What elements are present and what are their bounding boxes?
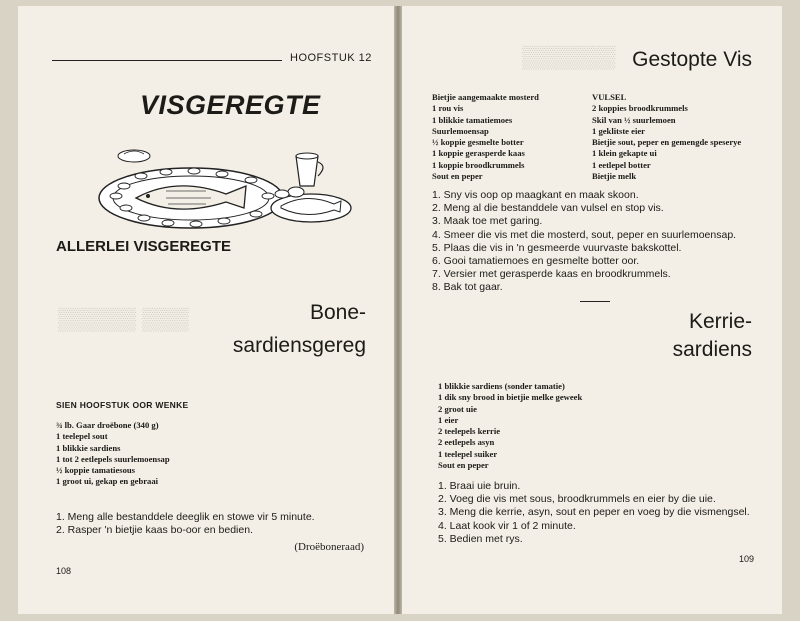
- method-step: 3. Meng die kerrie, asyn, sout en peper en voeg by die vismengsel.: [438, 506, 750, 519]
- left-page: [18, 6, 394, 614]
- ingredient-item: 1 blikkie sardiens: [56, 442, 121, 453]
- ingredient-item: ¾ lb. Gaar droëbone (340 g): [56, 420, 159, 430]
- method-step: 1. Meng alle bestanddele deeglik en stowe vir 5 minute.: [56, 511, 315, 523]
- ingredient-item: 2 koppies broodkrummels: [592, 103, 688, 114]
- ingredient-item: 1 koppie gerasperde kaas: [432, 148, 525, 159]
- ingredient-list: [438, 381, 648, 471]
- recipe-title-line: sardiensgereg: [232, 334, 366, 357]
- ingredient-item: 1 blikkie tamatiemoes: [432, 114, 513, 125]
- method-step: 2. Rasper 'n bietjie kaas bo-oor en bedien.: [56, 524, 253, 537]
- ingredient-item: 1 geklitste eier: [592, 125, 645, 136]
- ingredient-item: Bietjie sout, peper en gemengde speserye: [592, 137, 742, 148]
- ingredient-item: 1 blikkie sardiens (sonder tamatie): [438, 381, 565, 391]
- method-list: [56, 511, 315, 537]
- ingredient-item: 1 rou vis: [432, 103, 464, 114]
- method-step: 5. Plaas die vis in 'n gesmeerde vuurvaste bakskottel.: [432, 241, 682, 254]
- bleed-through-text: ▒▒▒▒▒▒: [522, 44, 616, 69]
- ingredient-item: Suurlemoensap: [432, 125, 489, 136]
- ingredient-item: ½ koppie tamatiesous: [56, 465, 136, 476]
- ingredient-list: [432, 92, 539, 182]
- book-gutter: [394, 6, 402, 614]
- ingredient-item: 1 teelepel sout: [56, 431, 108, 442]
- recipe-title: [673, 308, 752, 364]
- filling-list: [592, 92, 762, 182]
- recipe-title-line: Bone-: [309, 301, 366, 324]
- ingredient-item: Skil van ½ suurlemoen: [592, 114, 676, 125]
- method-step: 5. Bedien met rys.: [438, 532, 523, 545]
- method-list: [432, 189, 782, 295]
- method-step: 4. Laat kook vir 1 of 2 minute.: [438, 519, 576, 532]
- right-page: [402, 6, 782, 614]
- ingredient-item: Bietjie aangemaakte mosterd: [432, 92, 539, 102]
- method-step: 1. Braai uie bruin.: [438, 480, 521, 492]
- chapter-label: HOOFSTUK 12: [290, 52, 372, 64]
- ingredient-item: 1 klein gekapte ui: [592, 148, 657, 159]
- method-step: 3. Maak toe met garing.: [432, 215, 543, 228]
- ingredient-item: 2 eetlepels asyn: [438, 437, 495, 448]
- ingredient-item: 1 eier: [438, 414, 459, 425]
- recipe-title-line: Kerrie-: [688, 310, 752, 333]
- filling-heading: VULSEL: [592, 92, 627, 102]
- ingredient-item: 1 dik sny brood in bietjie melke geweek: [438, 392, 583, 403]
- ingredient-item: 1 koppie broodkrummels: [432, 159, 525, 170]
- method-step: 8. Bak tot gaar.: [432, 281, 503, 294]
- recipe-title: [233, 296, 366, 362]
- page-number: 108: [56, 566, 72, 576]
- ingredient-item: 2 groot uie: [438, 403, 477, 414]
- recipe-divider: [580, 301, 610, 302]
- ingredient-item: 1 eetlepel botter: [592, 159, 651, 170]
- section-title: VISGEREGTE: [140, 90, 321, 120]
- bleed-through-text: ▒▒▒▒▒ ▒▒▒: [58, 306, 189, 331]
- ingredient-item: Sout en peper: [438, 460, 489, 471]
- ingredient-item: Bietjie melk: [592, 171, 637, 182]
- method-step: 7. Versier met gerasperde kaas en broodkrummels.: [432, 268, 671, 281]
- recipe-title-line: sardiens: [672, 338, 752, 361]
- ingredient-item: 1 tot 2 eetlepels suurlemoensap: [56, 453, 170, 464]
- fish-platter-illustration: [96, 146, 356, 241]
- recipe-source: (Droëboneraad): [294, 541, 364, 553]
- ingredient-list: [56, 420, 170, 488]
- sub-heading: ALLERLEI VISGEREGTE: [56, 238, 232, 255]
- method-step: 1. Sny vis oop op maagkant en maak skoon.: [432, 189, 639, 201]
- tips-heading: SIEN HOOFSTUK OOR WENKE: [56, 400, 189, 410]
- ingredient-item: 1 groot ui, gekap en gebraai: [56, 476, 159, 487]
- method-step: 6. Gooi tamatiemoes en gesmelte botter oor.: [432, 255, 640, 268]
- method-step: 2. Meng al die bestanddele van vulsel en stop vis.: [432, 202, 664, 215]
- page-number: 109: [738, 554, 754, 564]
- ingredient-item: 2 teelepels kerrie: [438, 426, 501, 437]
- method-step: 2. Voeg die vis met sous, broodkrummels en eier by die uie.: [438, 493, 716, 506]
- recipe-title: Gestopte Vis: [632, 48, 752, 71]
- ingredient-item: 1 teelepel suiker: [438, 448, 498, 459]
- ingredient-item: ½ koppie gesmelte botter: [432, 137, 524, 148]
- method-step: 4. Smeer die vis met die mosterd, sout, peper en suurlemoensap.: [432, 228, 737, 241]
- method-list: [438, 480, 780, 546]
- chapter-rule: [52, 60, 282, 61]
- ingredient-item: Sout en peper: [432, 171, 483, 182]
